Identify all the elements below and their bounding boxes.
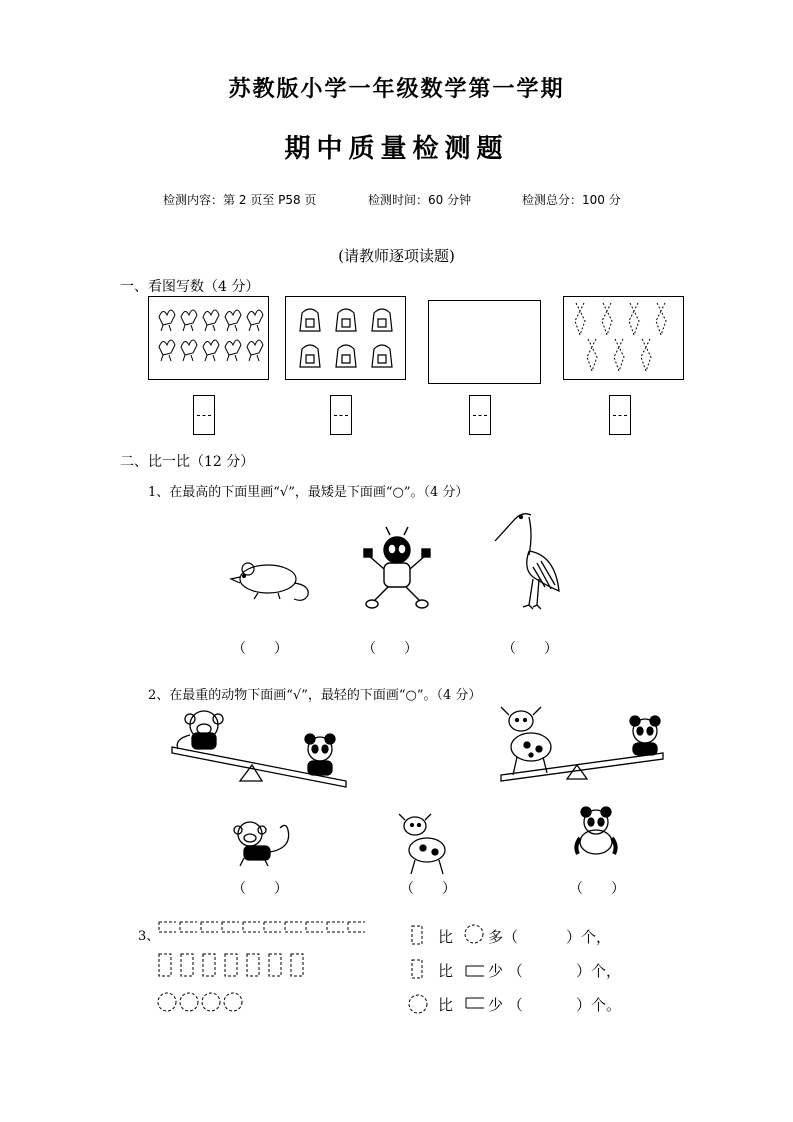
cup-icon xyxy=(159,954,171,976)
cup-icon xyxy=(247,954,259,976)
carrot-icon xyxy=(575,303,585,335)
rectangle-icon xyxy=(285,922,302,932)
rectangle-icon xyxy=(159,922,176,932)
q3-line3-end[interactable]: ）个。 xyxy=(576,996,622,1014)
bird-icon xyxy=(203,310,219,331)
circle-icon xyxy=(202,993,220,1011)
panda-icon xyxy=(572,806,622,858)
carrot-icon xyxy=(656,303,666,335)
circle-icon xyxy=(158,993,176,1011)
cup-icon xyxy=(269,954,281,976)
answer-blank-mouse[interactable]: （ ） xyxy=(232,641,288,657)
exam-total: 检测总分：100 分 xyxy=(522,193,621,207)
section1-heading: 一、看图写数（4 分） xyxy=(120,279,260,295)
circle-icon xyxy=(224,993,242,1011)
q3-line1-mid: 多（ xyxy=(488,928,519,946)
exam-subtitle: 期中质量检测题 xyxy=(284,134,509,164)
q3-object-rows xyxy=(157,918,377,1018)
rectangle-icon xyxy=(348,922,365,932)
cup-icon xyxy=(225,954,237,976)
carrot-icon xyxy=(641,339,651,371)
panel-carrots xyxy=(563,296,684,380)
q3-line1-compare: 比 xyxy=(438,928,454,946)
answer-box-3[interactable] xyxy=(469,395,491,435)
schoolbag-icon xyxy=(300,309,320,331)
bird-icon xyxy=(247,340,263,361)
section2-heading: 二、比一比（12 分） xyxy=(120,454,255,470)
bird-icon xyxy=(149,297,270,381)
carrot-icon xyxy=(629,303,639,335)
rectangle-icon xyxy=(243,922,260,932)
carrot-icon xyxy=(564,297,685,381)
cup-icon xyxy=(291,954,303,976)
rectangle-icon xyxy=(306,922,323,932)
exam-title: 苏教版小学一年级数学第一学期 xyxy=(228,77,565,102)
answer-box-1[interactable] xyxy=(193,395,215,435)
circle-icon xyxy=(180,993,198,1011)
schoolbag-icon xyxy=(372,345,392,367)
rectangle-icon xyxy=(201,922,218,932)
bird-icon xyxy=(203,340,219,361)
q3-line2-compare: 比 xyxy=(438,962,454,980)
question-1-text: 1、在最高的下面里画“√”，最矮是下面画“○”。（4 分） xyxy=(148,485,469,500)
schoolbag-icon xyxy=(372,309,392,331)
cup-icon xyxy=(203,954,215,976)
exam-scope: 检测内容：第 2 页至 P58 页 xyxy=(163,193,317,207)
bird-icon xyxy=(247,310,263,331)
exam-time: 检测时间：60 分钟 xyxy=(368,193,472,207)
schoolbag-icon xyxy=(336,345,356,367)
panel-empty xyxy=(428,300,541,384)
answer-blank-crane[interactable]: （ ） xyxy=(502,641,558,657)
panel-schoolbags xyxy=(285,296,406,380)
crane-icon xyxy=(493,505,563,613)
rectangle-icon xyxy=(327,922,344,932)
cup-icon xyxy=(181,954,193,976)
q3-line3-compare: 比 xyxy=(438,996,454,1014)
bird-icon xyxy=(225,310,241,331)
q3-line3-mid: 少 （ xyxy=(488,996,523,1014)
bee-icon xyxy=(362,525,432,613)
answer-box-2[interactable] xyxy=(330,395,352,435)
bird-icon xyxy=(181,340,197,361)
question-2-text: 2、在最重的动物下面画“√”，最轻的下面画“○”。（4 分） xyxy=(148,688,482,703)
schoolbag-icon xyxy=(336,309,356,331)
deer-icon xyxy=(397,812,457,876)
bird-icon xyxy=(159,340,175,361)
rectangle-icon xyxy=(222,922,239,932)
carrot-icon xyxy=(602,303,612,335)
schoolbag-icon xyxy=(300,345,320,367)
seesaw-monkey-panda xyxy=(168,705,353,790)
bird-icon xyxy=(225,340,241,361)
carrot-icon xyxy=(587,339,597,371)
monkey-icon xyxy=(230,818,300,868)
answer-blank-deer[interactable]: （ ） xyxy=(400,881,456,897)
bird-icon xyxy=(159,310,175,331)
teacher-note: (请教师逐项读题) xyxy=(338,247,455,265)
panel-birds xyxy=(148,296,269,380)
q3-line2-end[interactable]: ）个， xyxy=(576,962,622,980)
q3-line2-mid: 少 （ xyxy=(488,962,523,980)
answer-box-4[interactable] xyxy=(609,395,631,435)
rectangle-icon xyxy=(180,922,197,932)
schoolbag-icon xyxy=(286,297,407,381)
answer-blank-monkey[interactable]: （ ） xyxy=(232,881,288,897)
mouse-icon xyxy=(228,555,318,605)
carrot-icon xyxy=(614,339,624,371)
question-3-label: 3、 xyxy=(138,929,160,944)
q3-line1-end[interactable]: ）个， xyxy=(566,928,612,946)
rectangle-icon xyxy=(264,922,281,932)
seesaw-deer-panda xyxy=(497,705,667,783)
answer-blank-panda[interactable]: （ ） xyxy=(569,881,625,897)
answer-blank-bee[interactable]: （ ） xyxy=(362,641,418,657)
bird-icon xyxy=(181,310,197,331)
